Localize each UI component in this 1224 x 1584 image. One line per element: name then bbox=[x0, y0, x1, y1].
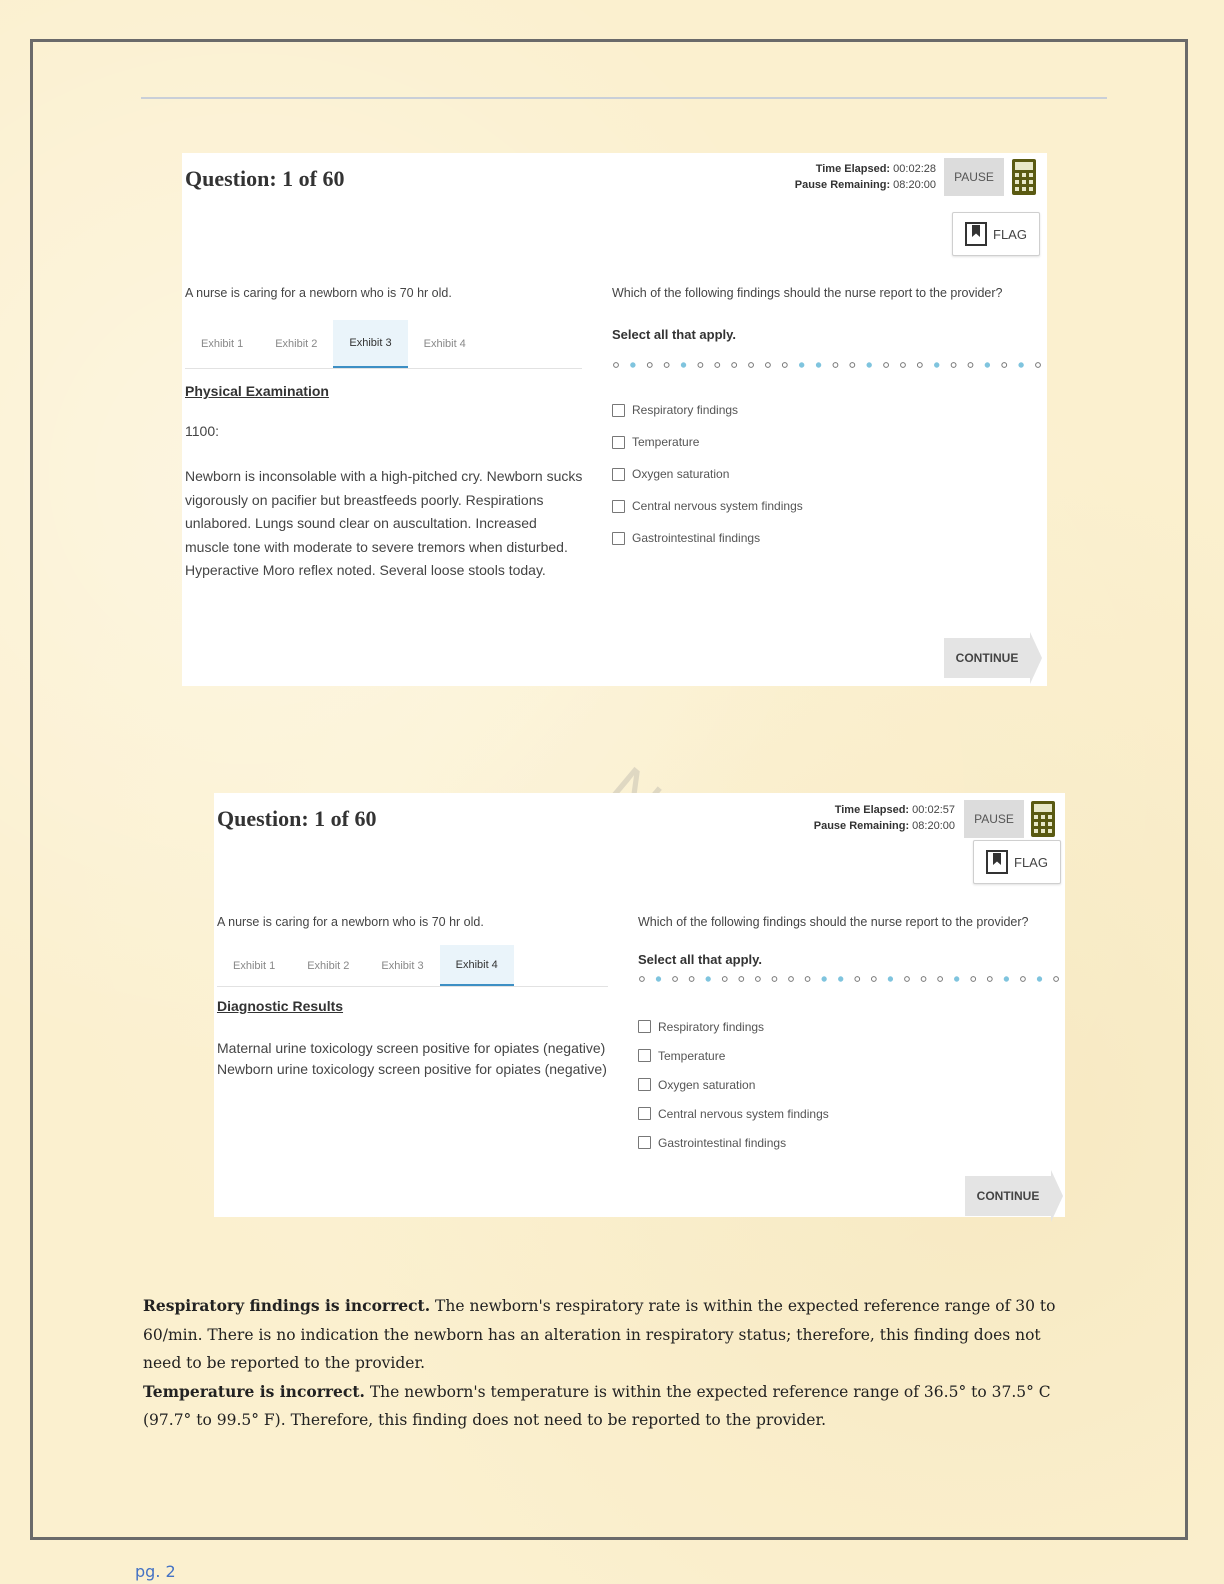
option-label: Gastrointestinal findings bbox=[658, 1135, 787, 1150]
rationale-text: The newborn's respiratory rate is within the expected reference range of 30 to 60/min. There is no indication the newborn has an alteration in respiratory status; therefore, this finding does not need to be reported to the provider. bbox=[143, 1297, 1056, 1372]
tab-exhibit-3[interactable]: Exhibit 3 bbox=[381, 959, 424, 972]
progress-dot bbox=[884, 363, 889, 368]
checkbox[interactable] bbox=[638, 1049, 651, 1062]
rationale-heading: Temperature is incorrect. bbox=[143, 1381, 365, 1401]
tab-exhibit-2[interactable]: Exhibit 2 bbox=[275, 338, 318, 350]
progress-dots bbox=[638, 975, 1060, 983]
progress-dot bbox=[951, 363, 956, 368]
pause-remaining-value: 08:20:00 bbox=[893, 179, 936, 191]
exhibit-time: 1100: bbox=[185, 423, 219, 439]
maternal-tox-result: Maternal urine toxicology screen positive for opiates (negative) bbox=[217, 1040, 606, 1056]
time-elapsed-value: 00:02:28 bbox=[893, 163, 936, 175]
flag-label: FLAG bbox=[993, 226, 1027, 242]
progress-dot bbox=[614, 363, 619, 368]
checkbox[interactable] bbox=[638, 1107, 651, 1120]
flag-button[interactable] bbox=[973, 840, 1061, 884]
select-all-instruction: Select all that apply. bbox=[612, 327, 737, 342]
answer-options bbox=[638, 1012, 829, 1157]
progress-dot bbox=[756, 977, 761, 982]
rationale-temperature bbox=[143, 1378, 1083, 1435]
tab-exhibit-1[interactable]: Exhibit 1 bbox=[201, 338, 244, 350]
progress-dot bbox=[905, 977, 910, 982]
progress-dot bbox=[968, 363, 973, 368]
option-oxygen-saturation[interactable] bbox=[612, 458, 803, 490]
option-gastrointestinal[interactable] bbox=[612, 522, 803, 554]
progress-dot bbox=[1021, 977, 1026, 982]
progress-dot bbox=[722, 977, 727, 982]
progress-dot bbox=[850, 363, 855, 368]
progress-dot bbox=[664, 363, 669, 368]
progress-dot bbox=[985, 363, 989, 367]
progress-dot bbox=[805, 977, 810, 982]
checkbox[interactable] bbox=[612, 532, 625, 545]
option-respiratory[interactable] bbox=[638, 1012, 829, 1041]
exhibit-tabs bbox=[217, 945, 608, 987]
progress-dot bbox=[1037, 977, 1041, 981]
progress-dot bbox=[971, 977, 976, 982]
tab-exhibit-3[interactable]: Exhibit 3 bbox=[333, 320, 407, 368]
exhibit-content bbox=[185, 383, 585, 583]
progress-dot bbox=[1019, 363, 1023, 367]
screenshot-exhibit-4 bbox=[214, 793, 1065, 1217]
option-temperature[interactable] bbox=[612, 426, 803, 458]
rationale-respiratory bbox=[143, 1292, 1083, 1378]
progress-dot bbox=[1002, 363, 1007, 368]
tab-exhibit-4[interactable]: Exhibit 4 bbox=[440, 945, 514, 986]
question-prompt: Which of the following findings should the nurse report to the provider? bbox=[612, 286, 1003, 300]
flag-button[interactable] bbox=[952, 212, 1040, 256]
progress-dot bbox=[1036, 363, 1041, 368]
newborn-tox-result: Newborn urine toxicology screen positive for opiates (negative) bbox=[217, 1061, 607, 1077]
tab-exhibit-2[interactable]: Exhibit 2 bbox=[307, 959, 350, 972]
progress-dot bbox=[749, 363, 754, 368]
option-gastrointestinal[interactable] bbox=[638, 1128, 829, 1157]
time-elapsed-value: 00:02:57 bbox=[912, 804, 955, 816]
option-label: Oxygen saturation bbox=[658, 1077, 756, 1092]
progress-dot bbox=[715, 363, 720, 368]
progress-dot bbox=[816, 363, 820, 367]
page-number: pg. 2 bbox=[135, 1562, 176, 1581]
tab-exhibit-1[interactable]: Exhibit 1 bbox=[233, 959, 276, 972]
option-label: Gastrointestinal findings bbox=[632, 531, 761, 545]
checkbox[interactable] bbox=[612, 500, 625, 513]
exhibit-heading: Diagnostic Results bbox=[217, 998, 344, 1014]
progress-dot bbox=[698, 363, 703, 368]
progress-dot bbox=[799, 363, 803, 367]
option-label: Respiratory findings bbox=[632, 403, 739, 417]
exhibit-heading: Physical Examination bbox=[185, 383, 329, 399]
progress-dot bbox=[867, 363, 871, 367]
exhibit-tabs bbox=[185, 320, 582, 369]
exhibit-body bbox=[217, 1038, 617, 1080]
progress-dot bbox=[689, 977, 694, 982]
screenshot-exhibit-3 bbox=[182, 153, 1047, 686]
progress-dot bbox=[1054, 977, 1059, 982]
progress-dot bbox=[782, 363, 787, 368]
progress-dot bbox=[739, 977, 744, 982]
option-label: Central nervous system findings bbox=[658, 1106, 829, 1121]
progress-dot bbox=[855, 977, 860, 982]
bookmark-icon bbox=[986, 850, 1008, 874]
exhibit-content bbox=[217, 998, 617, 1080]
progress-dot bbox=[955, 977, 959, 981]
time-elapsed-label: Time Elapsed: bbox=[834, 804, 910, 816]
progress-dot bbox=[833, 363, 838, 368]
question-stem: A nurse is caring for a newborn who is 70 hr old. bbox=[185, 286, 452, 300]
option-label: Central nervous system findings bbox=[632, 499, 803, 513]
rationale-text: The newborn's temperature is within the expected reference range of 36.5° to 37.5° C (97.7° to 99.5° F). Therefore, this finding does not need to be reported to the provider. bbox=[143, 1382, 1051, 1429]
rationale bbox=[143, 1292, 1083, 1435]
progress-dot bbox=[766, 363, 771, 368]
pause-remaining-label: Pause Remaining: bbox=[794, 179, 891, 191]
progress-dot bbox=[921, 977, 926, 982]
progress-dot bbox=[917, 363, 922, 368]
header-rule bbox=[141, 97, 1107, 99]
option-label: Temperature bbox=[632, 435, 700, 449]
option-cns[interactable] bbox=[612, 490, 803, 522]
rationale-heading: Respiratory findings is incorrect. bbox=[143, 1296, 431, 1315]
bookmark-icon bbox=[965, 222, 987, 246]
question-prompt: Which of the following findings should the nurse report to the provider? bbox=[638, 915, 1029, 929]
progress-dot bbox=[789, 977, 794, 982]
question-title: Question: 1 of 60 bbox=[217, 806, 377, 831]
option-label: Temperature bbox=[658, 1048, 726, 1063]
checkbox[interactable] bbox=[638, 1136, 651, 1149]
progress-dot bbox=[640, 977, 645, 982]
checkbox[interactable] bbox=[638, 1078, 651, 1091]
progress-dot bbox=[822, 977, 826, 981]
option-respiratory[interactable] bbox=[612, 394, 803, 426]
pause-remaining-label: Pause Remaining: bbox=[813, 820, 910, 832]
pause-button[interactable]: PAUSE bbox=[944, 158, 1004, 196]
progress-dot bbox=[935, 363, 939, 367]
progress-dot bbox=[732, 363, 737, 368]
checkbox[interactable] bbox=[612, 468, 625, 481]
continue-button[interactable]: CONTINUE bbox=[965, 1176, 1051, 1216]
option-cns[interactable] bbox=[638, 1099, 829, 1128]
question-title: Question: 1 of 60 bbox=[185, 166, 345, 191]
progress-dot bbox=[901, 363, 906, 368]
timer-panel bbox=[814, 802, 955, 834]
question-stem: A nurse is caring for a newborn who is 70 hr old. bbox=[217, 915, 484, 929]
option-label: Oxygen saturation bbox=[632, 467, 730, 481]
progress-dot bbox=[987, 977, 992, 982]
progress-dot bbox=[772, 977, 777, 982]
progress-dot bbox=[839, 977, 843, 981]
continue-button[interactable]: CONTINUE bbox=[944, 638, 1030, 678]
option-label: Respiratory findings bbox=[658, 1019, 765, 1034]
progress-dots bbox=[612, 361, 1042, 369]
progress-dot bbox=[1004, 977, 1008, 981]
progress-dot bbox=[706, 977, 710, 981]
calculator-icon[interactable] bbox=[1011, 158, 1037, 196]
select-all-instruction: Select all that apply. bbox=[638, 952, 763, 967]
progress-dot bbox=[681, 363, 685, 367]
progress-dot bbox=[938, 977, 943, 982]
progress-dot bbox=[631, 363, 635, 367]
progress-dot bbox=[673, 977, 678, 982]
checkbox[interactable] bbox=[612, 404, 625, 417]
checkbox[interactable] bbox=[612, 436, 625, 449]
pause-remaining-value: 08:20:00 bbox=[912, 820, 955, 832]
timer-panel bbox=[795, 161, 936, 193]
calculator-icon[interactable] bbox=[1030, 800, 1056, 838]
progress-dot bbox=[888, 977, 892, 981]
exhibit-body: Newborn is inconsolable with a high-pitched cry. Newborn sucks vigorously on pacifier but breastfeeds poorly. Respirations unlabored. Lungs sound clear on auscultation. Increased muscle tone with moderate to severe tremors when disturbed. Hyperactive Moro reflex noted. Several loose stools today. bbox=[185, 468, 583, 578]
progress-dot bbox=[647, 363, 652, 368]
option-oxygen-saturation[interactable] bbox=[638, 1070, 829, 1099]
answer-options bbox=[612, 394, 803, 554]
option-temperature[interactable] bbox=[638, 1041, 829, 1070]
progress-dot bbox=[656, 977, 660, 981]
pause-button[interactable]: PAUSE bbox=[964, 800, 1024, 838]
flag-label: FLAG bbox=[1014, 854, 1048, 870]
tab-exhibit-4[interactable]: Exhibit 4 bbox=[423, 338, 466, 350]
time-elapsed-label: Time Elapsed: bbox=[815, 163, 891, 175]
checkbox[interactable] bbox=[638, 1020, 651, 1033]
progress-dot bbox=[871, 977, 876, 982]
